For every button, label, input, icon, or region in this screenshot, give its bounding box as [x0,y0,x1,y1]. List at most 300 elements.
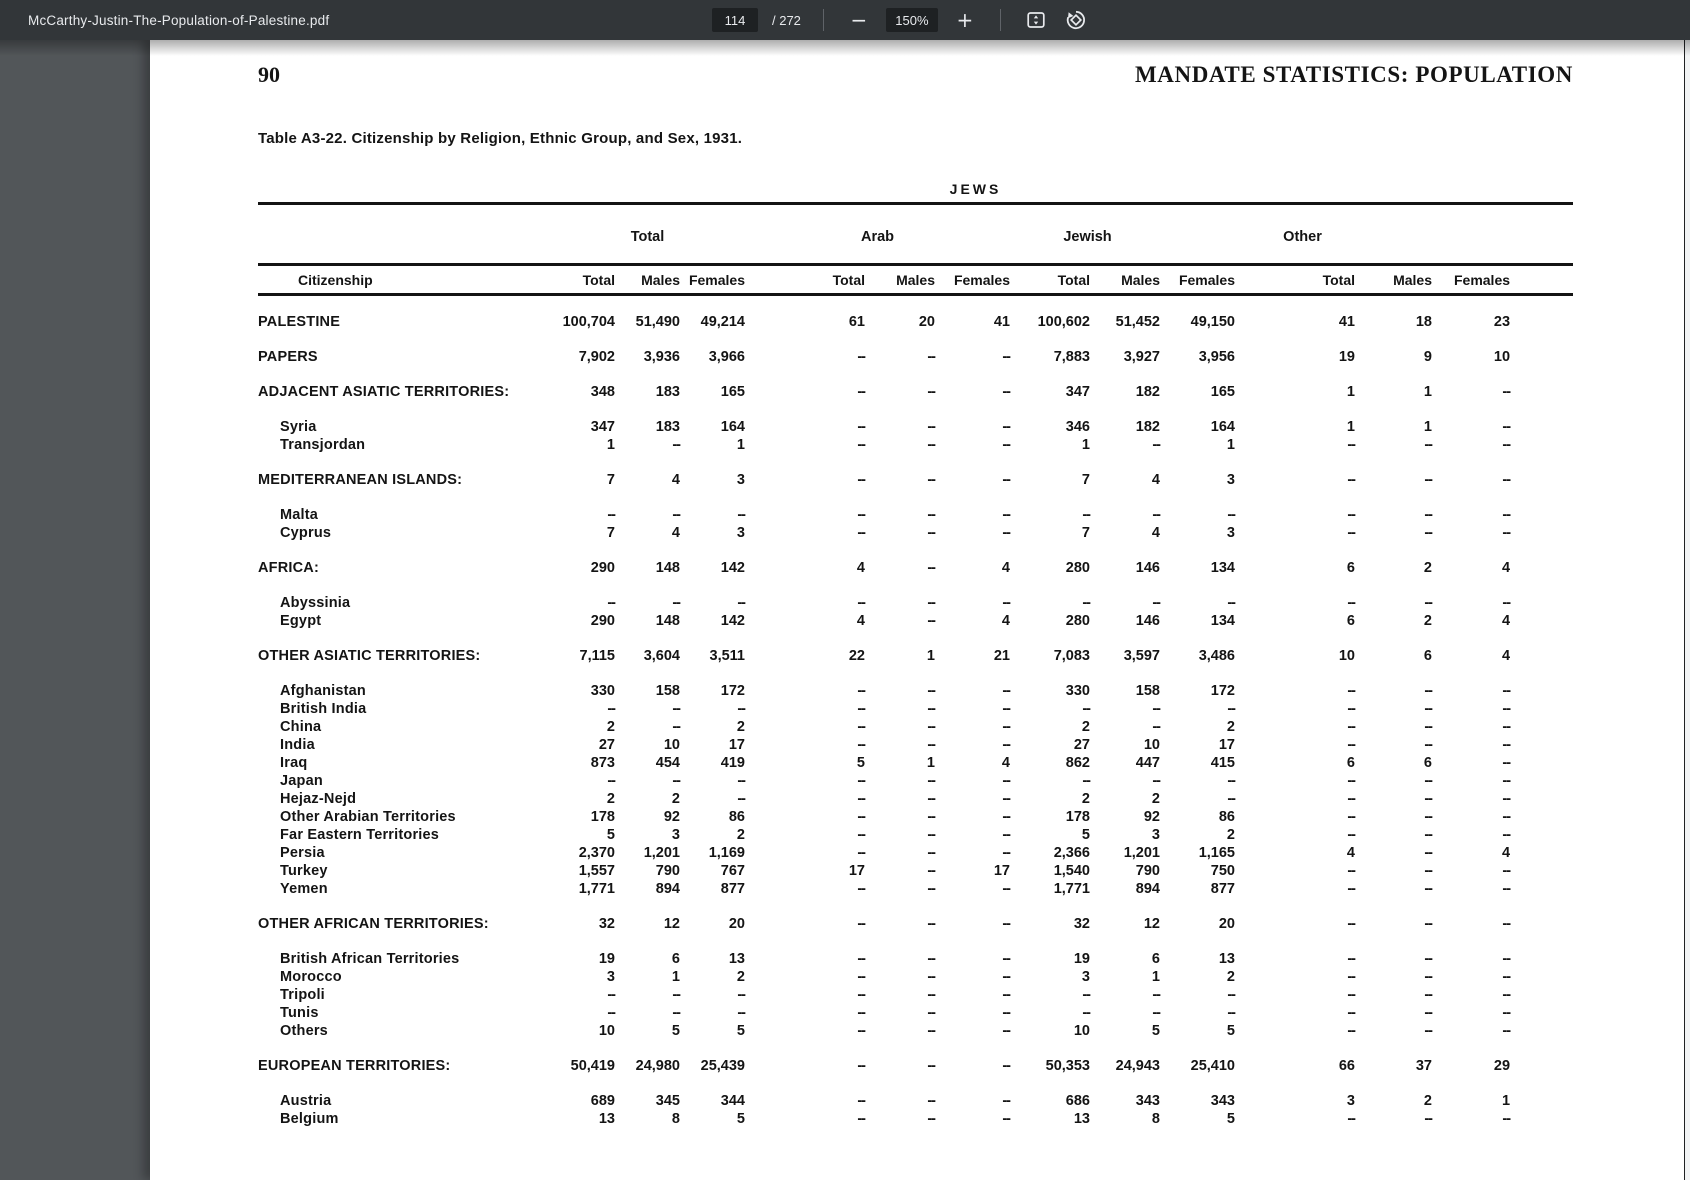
spacer-cell [1510,542,1573,577]
column-header: Total [1235,265,1355,295]
value-cell: -- [1002,827,1010,843]
value-cell: 8 [1151,1111,1160,1127]
value-cell: -- [927,384,935,400]
value-cell: 134 [1210,560,1235,576]
value-cell: 50,353 [1045,1058,1090,1074]
value-cell: 1 [736,437,745,453]
value-cell: 1 [1226,437,1235,453]
value-cell: 158 [655,683,680,699]
value-cell: -- [1502,987,1511,1003]
fit-to-page-button[interactable] [1023,7,1049,33]
value-cell: -- [1002,1005,1010,1021]
table-row [258,577,1573,612]
zoom-level-display: 150% [886,8,938,32]
value-cell: -- [927,525,935,541]
column-header: Females [1160,265,1235,295]
value-cell: 2 [736,827,745,843]
value-cell: -- [672,773,680,789]
value-cell: -- [1502,595,1511,611]
value-cell: -- [1502,773,1511,789]
value-cell: 2 [606,791,615,807]
value-cell: -- [1002,384,1010,400]
value-cell: 146 [1135,613,1160,629]
value-cell: -- [672,719,680,735]
column-header: Total [550,265,615,295]
value-cell: 51,452 [1115,314,1160,330]
value-cell: 17 [848,863,865,879]
value-cell: 686 [1065,1093,1090,1109]
table-row [258,1022,1573,1040]
value-cell: 183 [655,384,680,400]
citizenship-cell: PALESTINE [258,314,341,330]
value-cell: -- [857,881,865,897]
document-title: McCarthy-Justin-The-Population-of-Palestine.pdf [28,12,330,28]
value-cell: -- [857,595,865,611]
value-cell: 280 [1065,613,1090,629]
value-cell: -- [1002,737,1010,753]
value-cell: 19 [1338,349,1355,365]
value-cell: -- [737,701,745,717]
value-cell: -- [1347,737,1355,753]
value-cell: 1 [1151,969,1160,985]
citizenship-cell: Belgium [280,1111,339,1127]
minus-icon: − [850,8,868,32]
value-cell: -- [1002,809,1010,825]
citizenship-cell: ADJACENT ASIATIC TERRITORIES: [258,384,510,400]
table-row [258,401,1573,436]
spacer-cell [1510,205,1573,265]
value-cell: -- [857,419,865,435]
value-cell: -- [1227,595,1235,611]
fit-to-page-icon [1026,10,1046,30]
table-row [258,844,1573,862]
value-cell: 182 [1135,384,1160,400]
value-cell: 2 [736,969,745,985]
value-cell: 24,980 [635,1058,680,1074]
value-cell: 158 [1135,683,1160,699]
value-cell: -- [1002,987,1010,1003]
value-cell: -- [857,437,865,453]
value-cell: -- [1082,1005,1090,1021]
value-cell: 172 [720,683,745,699]
value-cell: 25,439 [700,1058,745,1074]
value-cell: -- [927,349,935,365]
value-cell: -- [1502,507,1511,523]
value-cell: 343 [1210,1093,1235,1109]
table-row [258,1004,1573,1022]
value-cell: -- [1002,916,1010,932]
value-cell: 32 [1073,916,1090,932]
value-cell: -- [1502,827,1511,843]
value-cell: -- [1424,809,1432,825]
citizenship-cell: China [280,719,322,735]
value-cell: 5 [671,1023,680,1039]
citizenship-cell: Malta [280,507,319,523]
value-cell: -- [1424,595,1432,611]
value-cell: 7 [1081,472,1090,488]
citizenship-cell: Hejaz-Nejd [280,791,357,807]
value-cell: 49,150 [1190,314,1235,330]
value-cell: 9 [1423,349,1432,365]
column-header: Females [1432,265,1510,295]
value-cell: 1 [606,437,615,453]
value-cell: 419 [720,755,745,771]
value-cell: -- [1502,1111,1511,1127]
citizenship-cell: Egypt [280,613,322,629]
value-cell: 2 [606,719,615,735]
value-cell: -- [857,1023,865,1039]
value-cell: -- [1424,969,1432,985]
value-cell: 4 [1501,648,1511,664]
value-cell: -- [672,437,680,453]
value-cell: 4 [856,560,865,576]
value-cell: -- [927,969,935,985]
value-cell: 1 [926,648,935,664]
column-header: Females [935,265,1010,295]
column-header: Males [615,265,680,295]
value-cell: -- [1424,472,1432,488]
toolbar-divider [823,9,824,31]
value-cell: 3,604 [643,648,680,664]
value-cell: 790 [655,863,680,879]
value-cell: 3 [1346,1093,1355,1109]
value-cell: -- [1152,773,1160,789]
spacer-cell [1510,754,1573,772]
citizenship-cell: Syria [280,419,317,435]
value-cell: 4 [1001,613,1010,629]
value-cell: 10 [1143,737,1160,753]
table-row [258,436,1573,454]
spacer-cell [1510,401,1573,436]
value-cell: -- [857,1005,865,1021]
value-cell: -- [1424,737,1432,753]
table-row [258,718,1573,736]
value-cell: 13 [1073,1111,1090,1127]
value-cell: 3 [1226,472,1235,488]
value-cell: 4 [1501,845,1511,861]
value-cell: 346 [1065,419,1090,435]
value-cell: 8 [671,1111,680,1127]
value-cell: 20 [1218,916,1235,932]
value-cell: 4 [671,472,680,488]
table-row [258,665,1573,700]
column-header: Males [1355,265,1432,295]
citizenship-cell: Transjordan [280,437,366,453]
value-cell: 146 [1135,560,1160,576]
value-cell: -- [1002,719,1010,735]
table-row [258,454,1573,489]
value-cell: 1 [1501,1093,1511,1109]
value-cell: -- [1424,916,1432,932]
rotate-button[interactable] [1063,7,1089,33]
value-cell: 142 [720,613,745,629]
spacer-cell [1510,1022,1573,1040]
spacer-cell [1510,295,1573,332]
value-cell: 5 [1151,1023,1160,1039]
table-caption: Table A3-22. Citizenship by Religion, Ethnic Group, and Sex, 1931. [258,130,743,147]
value-cell: 3 [1151,827,1160,843]
value-cell: 1 [1346,419,1355,435]
table-wrap [258,181,1573,1128]
value-cell: -- [1347,916,1355,932]
spacer-cell [1510,612,1573,630]
spacer-cell [1510,933,1573,968]
value-cell: -- [1227,791,1235,807]
value-cell: 10 [663,737,680,753]
value-cell: 49,214 [700,314,745,330]
value-cell: -- [1002,683,1010,699]
value-cell: 2 [736,719,745,735]
value-cell: 164 [720,419,745,435]
value-cell: -- [1002,507,1010,523]
value-cell: -- [1227,507,1235,523]
page-header [258,62,1573,88]
value-cell: -- [672,701,680,717]
value-cell: -- [1424,719,1432,735]
corner-cell [258,205,550,265]
value-cell: -- [927,737,935,753]
value-cell: -- [1502,809,1511,825]
scanned-document [150,40,1684,1128]
value-cell: -- [1424,773,1432,789]
value-cell: -- [927,1058,935,1074]
value-cell: 61 [848,314,865,330]
value-cell: -- [927,719,935,735]
table-row [258,366,1573,401]
spacer-cell [1510,1004,1573,1022]
column-header-row [258,265,1573,295]
value-cell: 29 [1493,1058,1511,1074]
value-cell: -- [1347,881,1355,897]
value-cell: 10 [1073,1023,1090,1039]
table-row [258,295,1573,332]
column-header: Total [745,265,865,295]
value-cell: 347 [590,419,615,435]
value-cell: -- [927,1093,935,1109]
table-row [258,772,1573,790]
value-cell: 20 [918,314,935,330]
value-cell: -- [1502,701,1511,717]
value-cell: 6 [1423,755,1432,771]
value-cell: 182 [1135,419,1160,435]
value-cell: -- [1424,863,1432,879]
table-row [258,612,1573,630]
value-cell: 2 [1226,827,1235,843]
value-cell: 330 [590,683,615,699]
value-cell: 7,115 [579,648,615,664]
value-cell: 41 [1338,314,1355,330]
value-cell: 92 [1143,809,1160,825]
value-cell: -- [1424,791,1432,807]
citizenship-table [258,205,1573,1128]
value-cell: 27 [1073,737,1090,753]
citizenship-cell: Abyssinia [280,595,351,611]
citizenship-cell: Other Arabian Territories [280,809,456,825]
value-cell: -- [737,791,745,807]
value-cell: -- [1502,791,1511,807]
group-header: Arab [745,205,1010,265]
value-cell: -- [1424,881,1432,897]
citizenship-cell: MEDITERRANEAN ISLANDS: [258,472,463,488]
value-cell: 862 [1065,755,1090,771]
table-row [258,1110,1573,1128]
value-cell: 86 [728,809,745,825]
value-cell: 7,902 [578,349,615,365]
value-cell: 86 [1218,809,1235,825]
value-cell: 2 [1226,719,1235,735]
value-cell: -- [1002,1023,1010,1039]
value-cell: 134 [1210,613,1235,629]
value-cell: -- [1002,701,1010,717]
value-cell: -- [672,987,680,1003]
value-cell: 148 [655,560,680,576]
value-cell: -- [857,349,865,365]
value-cell: 4 [1001,755,1010,771]
zoom-in-button[interactable] [952,7,978,33]
pdf-toolbar [0,0,1690,40]
value-cell: 3,511 [709,648,745,664]
pdf-page [150,40,1684,1180]
value-cell: 1,771 [578,881,615,897]
value-cell: 148 [655,613,680,629]
value-cell: -- [1347,791,1355,807]
value-cell: -- [857,916,865,932]
value-cell: -- [927,701,935,717]
citizenship-cell: Japan [280,773,323,789]
value-cell: -- [927,472,935,488]
value-cell: -- [1347,1023,1355,1039]
value-cell: 689 [590,1093,615,1109]
page-number-input[interactable] [712,8,758,32]
column-header: Total [1010,265,1090,295]
table-row [258,1075,1573,1110]
pdf-viewer-area [0,40,1690,1180]
scrollbar[interactable] [1684,40,1690,1180]
value-cell: -- [1227,773,1235,789]
value-cell: -- [1424,437,1432,453]
value-cell: -- [927,951,935,967]
citizenship-cell: Tunis [280,1005,319,1021]
value-cell: 4 [1151,525,1160,541]
value-cell: -- [737,987,745,1003]
value-cell: -- [1502,881,1511,897]
value-cell: -- [1424,827,1432,843]
value-cell: -- [927,1111,935,1127]
value-cell: 1,201 [1123,845,1160,861]
value-cell: 10 [598,1023,615,1039]
value-cell: 877 [720,881,745,897]
value-cell: 5 [1081,827,1090,843]
value-cell: 1,165 [1198,845,1235,861]
citizenship-cell: Morocco [280,969,342,985]
value-cell: 454 [655,755,680,771]
value-cell: 6 [1151,951,1160,967]
table-row [258,331,1573,366]
value-cell: 66 [1338,1058,1355,1074]
value-cell: 7,083 [1053,648,1090,664]
table-row [258,790,1573,808]
spacer-cell [1510,524,1573,542]
rotate-counterclockwise-icon [1065,9,1087,31]
value-cell: 2 [1081,791,1090,807]
toolbar-divider [1000,9,1001,31]
value-cell: 3 [671,827,680,843]
table-row [258,700,1573,718]
value-cell: 183 [655,419,680,435]
value-cell: 100,704 [562,314,615,330]
value-cell: 37 [1415,1058,1432,1074]
value-cell: 6 [671,951,680,967]
value-cell: 20 [728,916,745,932]
value-cell: 1,557 [578,863,615,879]
value-cell: -- [1502,719,1511,735]
value-cell: -- [1082,987,1090,1003]
value-cell: -- [1502,1023,1511,1039]
value-cell: -- [927,791,935,807]
value-cell: -- [1347,437,1355,453]
value-cell: 6 [1346,560,1355,576]
value-cell: 50,419 [570,1058,615,1074]
value-cell: -- [1424,845,1432,861]
value-cell: 5 [1226,1023,1235,1039]
value-cell: 165 [1210,384,1235,400]
value-cell: -- [1002,1093,1010,1109]
value-cell: 13 [728,951,745,967]
value-cell: 4 [1501,613,1511,629]
value-cell: 10 [1338,648,1355,664]
table-row [258,986,1573,1004]
value-cell: -- [857,737,865,753]
citizenship-cell: OTHER AFRICAN TERRITORIES: [258,916,489,932]
value-cell: -- [1152,437,1160,453]
value-cell: 2 [1423,613,1432,629]
value-cell: -- [1424,1005,1432,1021]
value-cell: 3 [1081,969,1090,985]
zoom-out-button[interactable] [846,7,872,33]
value-cell: 348 [590,384,615,400]
folio-number: 90 [258,62,280,87]
spacer-cell [1510,265,1573,295]
value-cell: 3 [1226,525,1235,541]
value-cell: 21 [993,648,1010,664]
value-cell: 330 [1065,683,1090,699]
spacer-cell [1510,968,1573,986]
value-cell: 3,936 [643,349,680,365]
value-cell: -- [1502,737,1511,753]
value-cell: 178 [1065,809,1090,825]
value-cell: 894 [655,881,680,897]
value-cell: -- [1152,719,1160,735]
value-cell: -- [857,773,865,789]
value-cell: -- [1347,701,1355,717]
spacer-cell [1510,862,1573,880]
value-cell: 750 [1210,863,1235,879]
citizenship-cell: India [280,737,315,753]
value-cell: 2 [1226,969,1235,985]
table-row [258,898,1573,933]
value-cell: -- [927,863,935,879]
value-cell: 3 [606,969,615,985]
value-cell: -- [1347,1005,1355,1021]
value-cell: 172 [1210,683,1235,699]
value-cell: 27 [598,737,615,753]
value-cell: -- [1502,683,1511,699]
value-cell: 1 [671,969,680,985]
spacer-cell [1510,986,1573,1004]
value-cell: -- [1347,809,1355,825]
value-cell: -- [857,507,865,523]
value-cell: 92 [663,809,680,825]
